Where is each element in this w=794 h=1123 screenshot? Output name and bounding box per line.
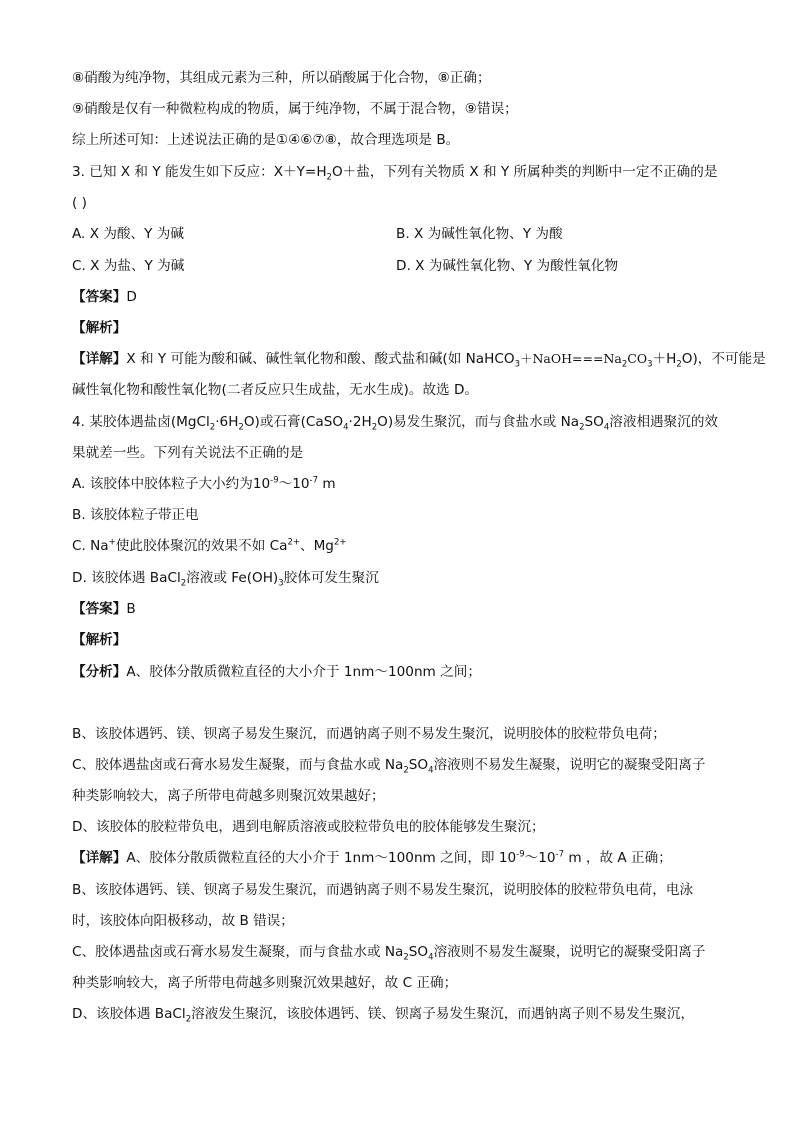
question-4-detail-d: [72, 1004, 694, 1024]
question-4-detail-c-line-1: [72, 942, 705, 962]
option-text: D. 该胶体遇 BaCl: [72, 570, 181, 586]
subscript: 4: [428, 952, 434, 963]
stem-text: ·2H: [348, 414, 372, 430]
option-text: 溶液或 Fe(OH): [186, 570, 279, 586]
question-4-fenxi-d: D、该胶体的胶粒带负电，遇到电解质溶液或胶粒带负电的胶体能够发生聚沉；: [72, 819, 545, 835]
answer-tag: 【答案】: [72, 601, 127, 617]
fenxi-tag: 【分析】: [72, 664, 127, 680]
question-3-bracket: ( ): [72, 195, 87, 211]
option-text: ～10: [278, 476, 310, 492]
detail-tag: 【详解】: [72, 850, 127, 866]
question-3-option-b: B. X 为碱性氧化物、Y 为酸: [396, 226, 563, 242]
subscript: 3: [514, 359, 520, 370]
detail-text: ～10: [524, 850, 556, 866]
question-4-fenxi-c-line-2: 种类影响较大，离子所带电荷越多则聚沉效果越好；: [72, 788, 385, 804]
detail-text: X 和 Y 可能为酸和碱、碱性氧化物和酸、酸式盐和碱(如 NaHCO: [126, 351, 515, 367]
superscript: -9: [516, 849, 525, 860]
question-3-option-d: D. X 为碱性氧化物、Y 为酸性氧化物: [396, 258, 619, 274]
paragraph-summary: 综上所述可知：上述说法正确的是①④⑥⑦⑧，故合理选项是 B。: [72, 132, 460, 148]
paragraph-item-9: ⑨硝酸是仅有一种微粒构成的物质，属于纯净物，不属于混合物，⑨错误；: [72, 101, 518, 117]
stem-text: 溶液相遇聚沉的效: [609, 414, 719, 430]
question-3-detail-line-2: 碱性氧化物和酸性氧化物(二者反应只生成盐，无水生成)。故选 D。: [72, 382, 479, 398]
question-3-analysis-tag: [72, 318, 126, 338]
question-3-option-c: C. X 为盐、Y 为碱: [72, 258, 185, 274]
question-4-fenxi-a: [72, 662, 481, 682]
subscript: 2: [403, 952, 409, 963]
question-4-analysis-tag: [72, 630, 126, 650]
subscript: 2: [579, 422, 585, 433]
superscript: -7: [555, 849, 564, 860]
question-3-stem: [72, 162, 717, 182]
question-4-option-d: [72, 568, 379, 588]
superscript: -7: [309, 475, 318, 486]
superscript: 2+: [287, 537, 300, 548]
fenxi-text: SO: [408, 757, 429, 773]
option-text: 胶体可发生聚沉: [283, 570, 379, 586]
stem-text: O＋盐，下列有关物质 X 和 Y 所属种类的判断中一定不正确的是: [331, 164, 718, 180]
subscript: 2: [238, 422, 244, 433]
detail-text: 溶液则不易发生凝聚，说明它的凝聚受阳离子: [433, 944, 706, 960]
question-4-fenxi-b: B、该胶体遇钙、镁、钡离子易发生聚沉，而遇钠离子则不易发生聚沉，说明胶体的胶粒带负电荷；: [72, 726, 666, 742]
subscript: 2: [371, 422, 378, 433]
formula-text: CO: [627, 351, 648, 366]
question-4-stem-line-1: [72, 412, 718, 432]
stem-text: O)或石膏(CaSO: [243, 414, 344, 430]
stem-text: 4. 某胶体遇盐卤(MgCl: [72, 414, 210, 430]
subscript: 3: [278, 578, 284, 589]
formula-text: ＋NaOH===Na: [519, 351, 622, 366]
subscript: 4: [603, 422, 610, 433]
question-4-stem-line-2: 果就差一些。下列有关说法不正确的是: [72, 445, 304, 461]
paragraph-item-8: ⑧硝酸为纯净物，其组成元素为三种，所以硝酸属于化合物，⑧正确；: [72, 70, 491, 86]
question-4-option-a: [72, 474, 336, 494]
detail-tag: 【详解】: [72, 351, 127, 367]
option-text: m: [318, 476, 336, 492]
subscript: 4: [428, 765, 434, 776]
question-4-detail-c-line-2: 种类影响较大，离子所带电荷越多则聚沉效果越好，故 C 正确；: [72, 975, 458, 991]
stem-text: SO: [584, 414, 604, 430]
question-4-detail-a: [72, 848, 672, 868]
question-3-detail-line-1: [72, 349, 766, 369]
option-text: 、Mg: [299, 538, 334, 554]
stem-text: ·6H: [215, 414, 239, 430]
option-text: 使此胶体聚沉的效果不如 Ca: [115, 538, 288, 554]
stem-text: O)易发生聚沉，而与食盐水或 Na: [377, 414, 580, 430]
analysis-tag: 【解析】: [72, 320, 127, 336]
option-text: A. 该胶体中胶体粒子大小约为10: [72, 476, 271, 492]
superscript: -9: [270, 475, 279, 486]
answer-value: B: [126, 601, 136, 617]
detail-text: O)，不可能是: [681, 351, 766, 367]
fenxi-text: A、胶体分散质微粒直径的大小介于 1nm～100nm 之间；: [126, 664, 481, 680]
subscript: 2: [621, 359, 628, 370]
superscript: +: [108, 537, 116, 548]
answer-tag: 【答案】: [72, 289, 127, 305]
subscript: 4: [343, 422, 349, 433]
subscript: 2: [185, 1014, 192, 1025]
detail-text: D、该胶体遇 BaCl: [72, 1006, 186, 1022]
fenxi-text: 溶液则不易发生凝聚，说明它的凝聚受阳离子: [433, 757, 706, 773]
formula-text: ＋H: [652, 351, 677, 367]
subscript: 3: [647, 359, 653, 370]
detail-text: C、胶体遇盐卤或石膏水易发生凝聚，而与食盐水或 Na: [72, 944, 404, 960]
detail-text: m ，故 A 正确；: [564, 850, 672, 866]
fenxi-text: C、胶体遇盐卤或石膏水易发生凝聚，而与食盐水或 Na: [72, 757, 404, 773]
stem-text: 3. 已知 X 和 Y 能发生如下反应：X＋Y=H: [72, 164, 327, 180]
question-4-answer: [72, 599, 136, 619]
subscript: 2: [676, 359, 682, 370]
subscript: 2: [326, 172, 332, 183]
analysis-tag: 【解析】: [72, 632, 127, 648]
question-4-option-b: B. 该胶体粒子带正电: [72, 507, 199, 523]
detail-text: A、胶体分散质微粒直径的大小介于 1nm～100nm 之间，即 10: [126, 850, 517, 866]
answer-value: D: [126, 289, 137, 305]
subscript: 2: [209, 422, 216, 433]
question-3-option-a: A. X 为酸、Y 为碱: [72, 226, 184, 242]
question-4-option-c: [72, 536, 346, 556]
superscript: 2+: [333, 537, 347, 548]
question-4-detail-b-line-2: 时，该胶体向阳极移动，故 B 错误；: [72, 913, 294, 929]
subscript: 2: [403, 765, 409, 776]
question-4-fenxi-c-line-1: [72, 755, 705, 775]
question-3-answer: [72, 287, 137, 307]
detail-text: SO: [408, 944, 429, 960]
question-4-detail-b-line-1: B、该胶体遇钙、镁、钡离子易发生聚沉，而遇钠离子则不易发生聚沉，说明胶体的胶粒带负电荷，电泳: [72, 882, 694, 898]
detail-text: 溶液发生聚沉，该胶体遇钙、镁、钡离子易发生聚沉，而遇钠离子则不易发生聚沉，: [191, 1006, 695, 1022]
subscript: 2: [180, 578, 187, 589]
option-text: C. Na: [72, 538, 109, 554]
